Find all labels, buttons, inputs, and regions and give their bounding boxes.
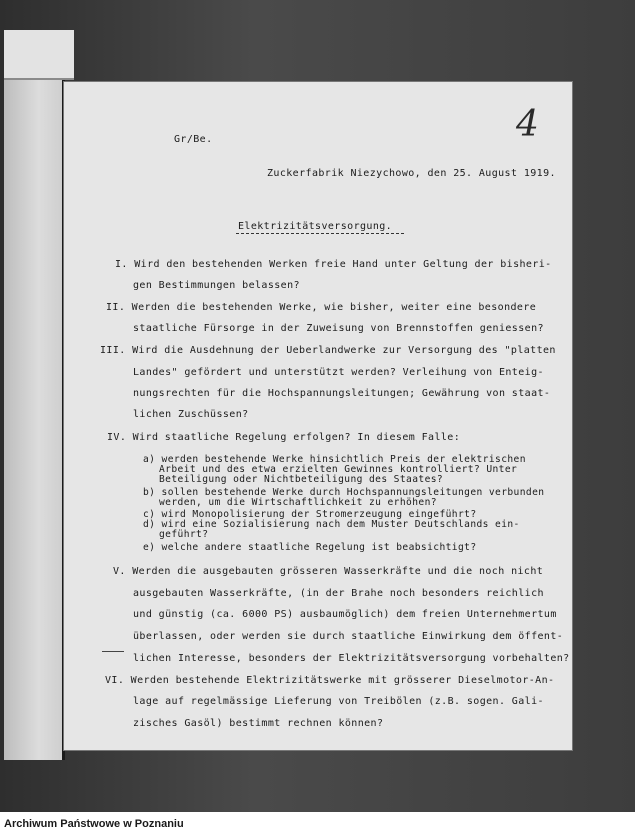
- document-title: Elektrizitätsversorgung.: [238, 221, 393, 232]
- binding-strip-tab: [4, 30, 74, 80]
- body-line: Arbeit und des etwa erzielten Gewinnes kontrolliert? Unter: [159, 464, 518, 475]
- initials: Gr/Be.: [174, 134, 213, 145]
- margin-dash: [102, 651, 124, 652]
- body-line: nungsrechten für die Hochspannungsleitungen; Gewährung von staat-: [133, 388, 551, 399]
- body-line: e) welche andere staatliche Regelung ist beabsichtigt?: [143, 542, 477, 553]
- body-line: c) wird Monopolisierung der Stromerzeugung eingeführt?: [143, 509, 477, 520]
- body-line: Landes" gefördert und unterstützt werden? Verleihung von Enteig-: [133, 367, 544, 378]
- body-line: VI. Werden bestehende Elektrizitätswerke mit grösserer Dieselmotor-An-: [105, 675, 555, 686]
- archive-label: Archiwum Państwowe w Poznaniu: [4, 818, 184, 830]
- body-line: II. Werden die bestehenden Werke, wie bisher, weiter eine besondere: [106, 302, 537, 313]
- document-page: [64, 82, 572, 750]
- body-line: gen Bestimmungen belassen?: [133, 280, 300, 291]
- body-line: a) werden bestehende Werke hinsichtlich Preis der elektrischen: [143, 454, 526, 465]
- binding-strip: [4, 30, 65, 760]
- body-line: lichen Zuschüssen?: [133, 409, 249, 420]
- page-number: 4: [516, 104, 539, 145]
- body-line: überlassen, oder werden sie durch staatliche Einwirkung dem öffent-: [133, 631, 564, 642]
- body-line: werden, um die Wirtschaftlichkeit zu erhöhen?: [159, 497, 437, 508]
- body-line: b) sollen bestehende Werke durch Hochspannungsleitungen verbunden: [143, 487, 545, 498]
- body-line: zisches Gasöl) bestimmt rechnen können?: [133, 718, 384, 729]
- body-line: d) wird eine Sozialisierung nach dem Muster Deutschlands ein-: [143, 519, 520, 530]
- body-line: und günstig (ca. 6000 PS) ausbaumöglich) dem freien Unternehmertum: [133, 609, 557, 620]
- dateline: Zuckerfabrik Niezychowo, den 25. August 1919.: [267, 168, 556, 179]
- body-line: Beteiligung oder Nichtbeteiligung des Staates?: [159, 474, 444, 485]
- body-line: lichen Interesse, besonders der Elektrizitätsversorgung vorbehalten?: [133, 653, 570, 664]
- body-line: staatliche Fürsorge in der Zuweisung von Brennstoffen geniessen?: [133, 323, 544, 334]
- body-line: III. Wird die Ausdehnung der Ueberlandwerke zur Versorgung des "platten: [100, 345, 556, 356]
- body-line: IV. Wird staatliche Regelung erfolgen? In diesem Falle:: [107, 432, 461, 443]
- body-line: ausgebauten Wasserkräfte, (in der Brahe noch besonders reichlich: [133, 588, 544, 599]
- body-line: I. Wird den bestehenden Werken freie Hand unter Geltung der bisheri-: [115, 259, 552, 270]
- title-underline: [236, 233, 404, 234]
- body-line: lage auf regelmässige Lieferung von Treibölen (z.B. sogen. Gali-: [133, 696, 544, 707]
- body-line: V. Werden die ausgebauten grösseren Wasserkräfte und die noch nicht: [113, 566, 544, 577]
- body-line: geführt?: [159, 529, 209, 540]
